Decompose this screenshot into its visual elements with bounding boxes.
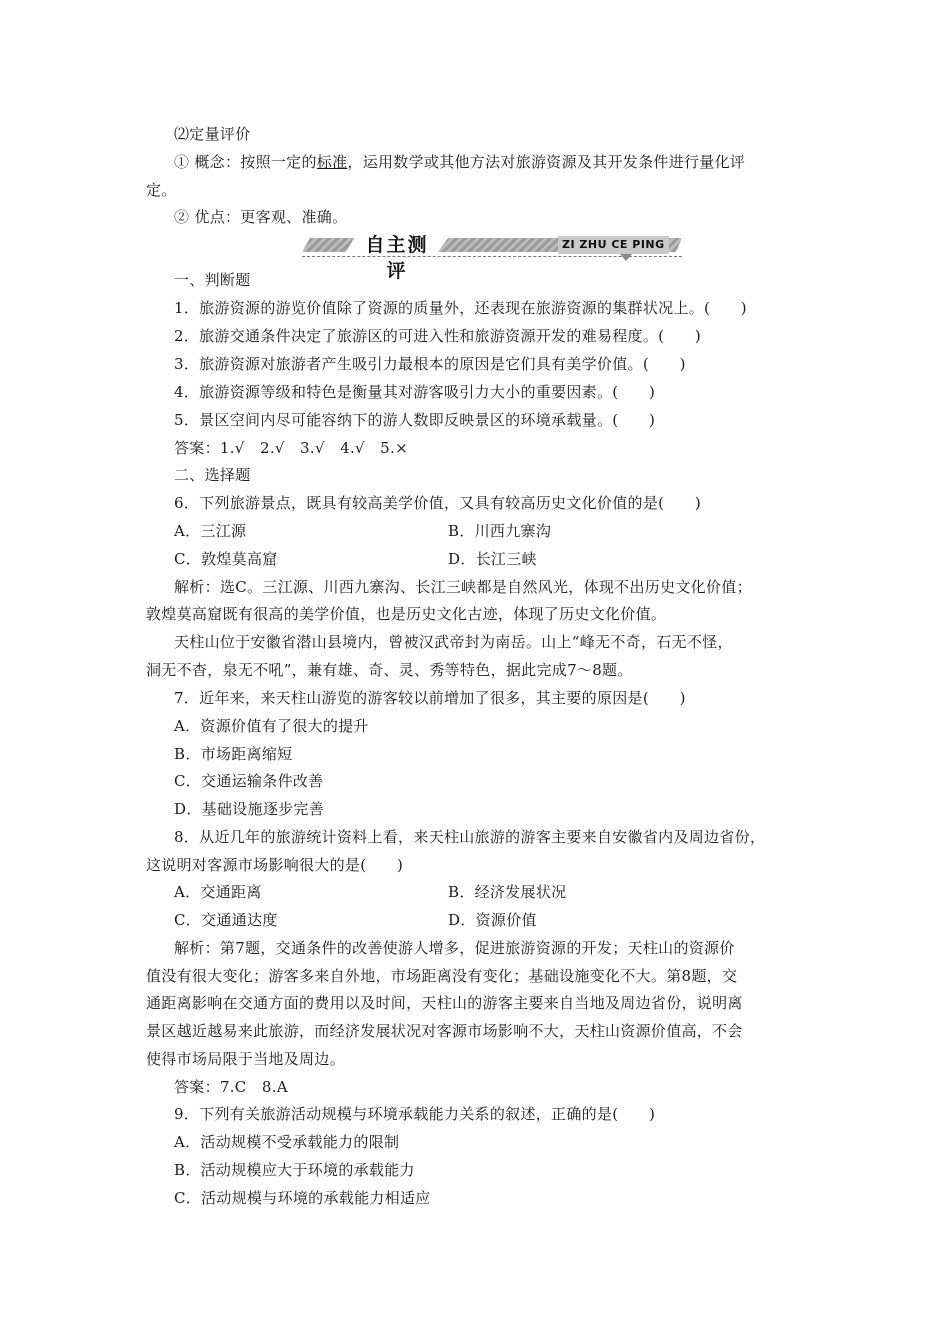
option-b: B．经济发展状况 (448, 883, 567, 901)
analysis-line: 值没有很大变化；游客多来自外地，市场距离没有变化；基础设施变化不大。第8题，交 (146, 967, 738, 985)
option-c: C．交通通达度 (174, 911, 278, 929)
question-stem-continuation: 这说明对客源市场影响很大的是( ) (146, 856, 404, 874)
concept-suffix: ，运用数学或其他方法对旅游资源及其开发条件进行量化评 (347, 153, 746, 171)
passage-line: 天柱山位于安徽省潜山县境内，曾被汉武帝封为南岳。山上“峰无不奇，石无不怪， (174, 633, 733, 651)
question-item: 3．旅游资源对旅游者产生吸引力最根本的原因是它们具有美学价值。( ) (174, 355, 686, 373)
option-c: C．交通运输条件改善 (174, 772, 324, 790)
question-stem: 8．从近几年的旅游统计资料上看，来天柱山旅游的游客主要来自安徽省内及周边省份， (174, 828, 766, 846)
option-b: B．市场距离缩短 (174, 745, 293, 763)
concept-line (174, 152, 745, 172)
answer-line: 答案：1.√ 2.√ 3.√ 4.√ 5.× (174, 439, 408, 457)
question-stem: 9．下列有关旅游活动规模与环境承载能力关系的叙述，正确的是( ) (174, 1105, 656, 1123)
option-a: A．交通距离 (174, 883, 262, 901)
option-b: B．川西九寨沟 (448, 522, 552, 540)
subsection-heading: ⑵定量评价 (174, 125, 251, 143)
chevron-down-icon (620, 254, 632, 261)
analysis-line: 解析：选C。三江源、川西九寨沟、长江三峡都是自然风光，体现不出历史文化价值； (174, 578, 752, 596)
concept-continuation: 定。 (146, 181, 177, 199)
concept-prefix: ① 概念：按照一定的 (174, 153, 317, 171)
option-a: A．活动规模不受承载能力的限制 (174, 1133, 400, 1151)
question-item: 1．旅游资源的游览价值除了资源的质量外，还表现在旅游资源的集群状况上。( ) (174, 299, 747, 317)
option-c: C．敦煌莫高窟 (174, 550, 278, 568)
question-stem: 6．下列旅游景点，既具有较高美学价值，又具有较高历史文化价值的是( ) (174, 494, 702, 512)
section-banner (302, 232, 682, 282)
option-d: D．资源价值 (448, 911, 537, 929)
section-heading-judgement: 一、判断题 (174, 271, 251, 289)
passage-line: 洞无不杳，泉无不吼”，兼有雄、奇、灵、秀等特色，据此完成7～8题。 (146, 661, 633, 679)
question-item: 2．旅游交通条件决定了旅游区的可进入性和旅游资源开发的难易程度。( ) (174, 327, 702, 345)
banner-title: 自主测评 (365, 234, 429, 282)
answer-line: 答案：7.C 8.A (174, 1078, 288, 1096)
analysis-line: 解析：第7题，交通条件的改善使游人增多，促进旅游资源的开发；天柱山的资源价 (174, 939, 735, 957)
option-d: D．长江三峡 (448, 550, 537, 568)
option-b: B．活动规模应大于环境的承载能力 (174, 1161, 415, 1179)
analysis-line: 敦煌莫高窟既有很高的美学价值，也是历史文化古迹，体现了历史文化价值。 (146, 605, 667, 623)
merit-line: ② 优点：更客观、准确。 (174, 208, 348, 226)
option-c: C．活动规模与环境的承载能力相适应 (174, 1189, 431, 1207)
analysis-line: 使得市场局限于当地及周边。 (146, 1050, 345, 1068)
question-item: 4．旅游资源等级和特色是衡量其对游客吸引力大小的重要因素。( ) (174, 383, 656, 401)
option-d: D．基础设施逐步完善 (174, 800, 325, 818)
banner-subtitle: ZI ZHU CE PING (558, 236, 669, 254)
concept-underlined-term: 标准 (316, 153, 348, 171)
option-a: A．资源价值有了很大的提升 (174, 717, 369, 735)
question-item: 5．景区空间内尽可能容纳下的游人数即反映景区的环境承载量。( ) (174, 411, 656, 429)
analysis-line: 景区越近越易来此旅游，而经济发展状况对客源市场影响不大，天柱山资源价值高，不会 (146, 1022, 743, 1040)
option-a: A．三江源 (174, 522, 247, 540)
section-heading-choice: 二、选择题 (174, 466, 251, 484)
question-stem: 7．近年来，来天柱山游览的游客较以前增加了很多，其主要的原因是( ) (174, 689, 686, 707)
banner-stripe-left (302, 238, 354, 252)
analysis-line: 通距离影响在交通方面的费用以及时间，天柱山的游客主要来自当地及周边省份，说明离 (146, 994, 743, 1012)
